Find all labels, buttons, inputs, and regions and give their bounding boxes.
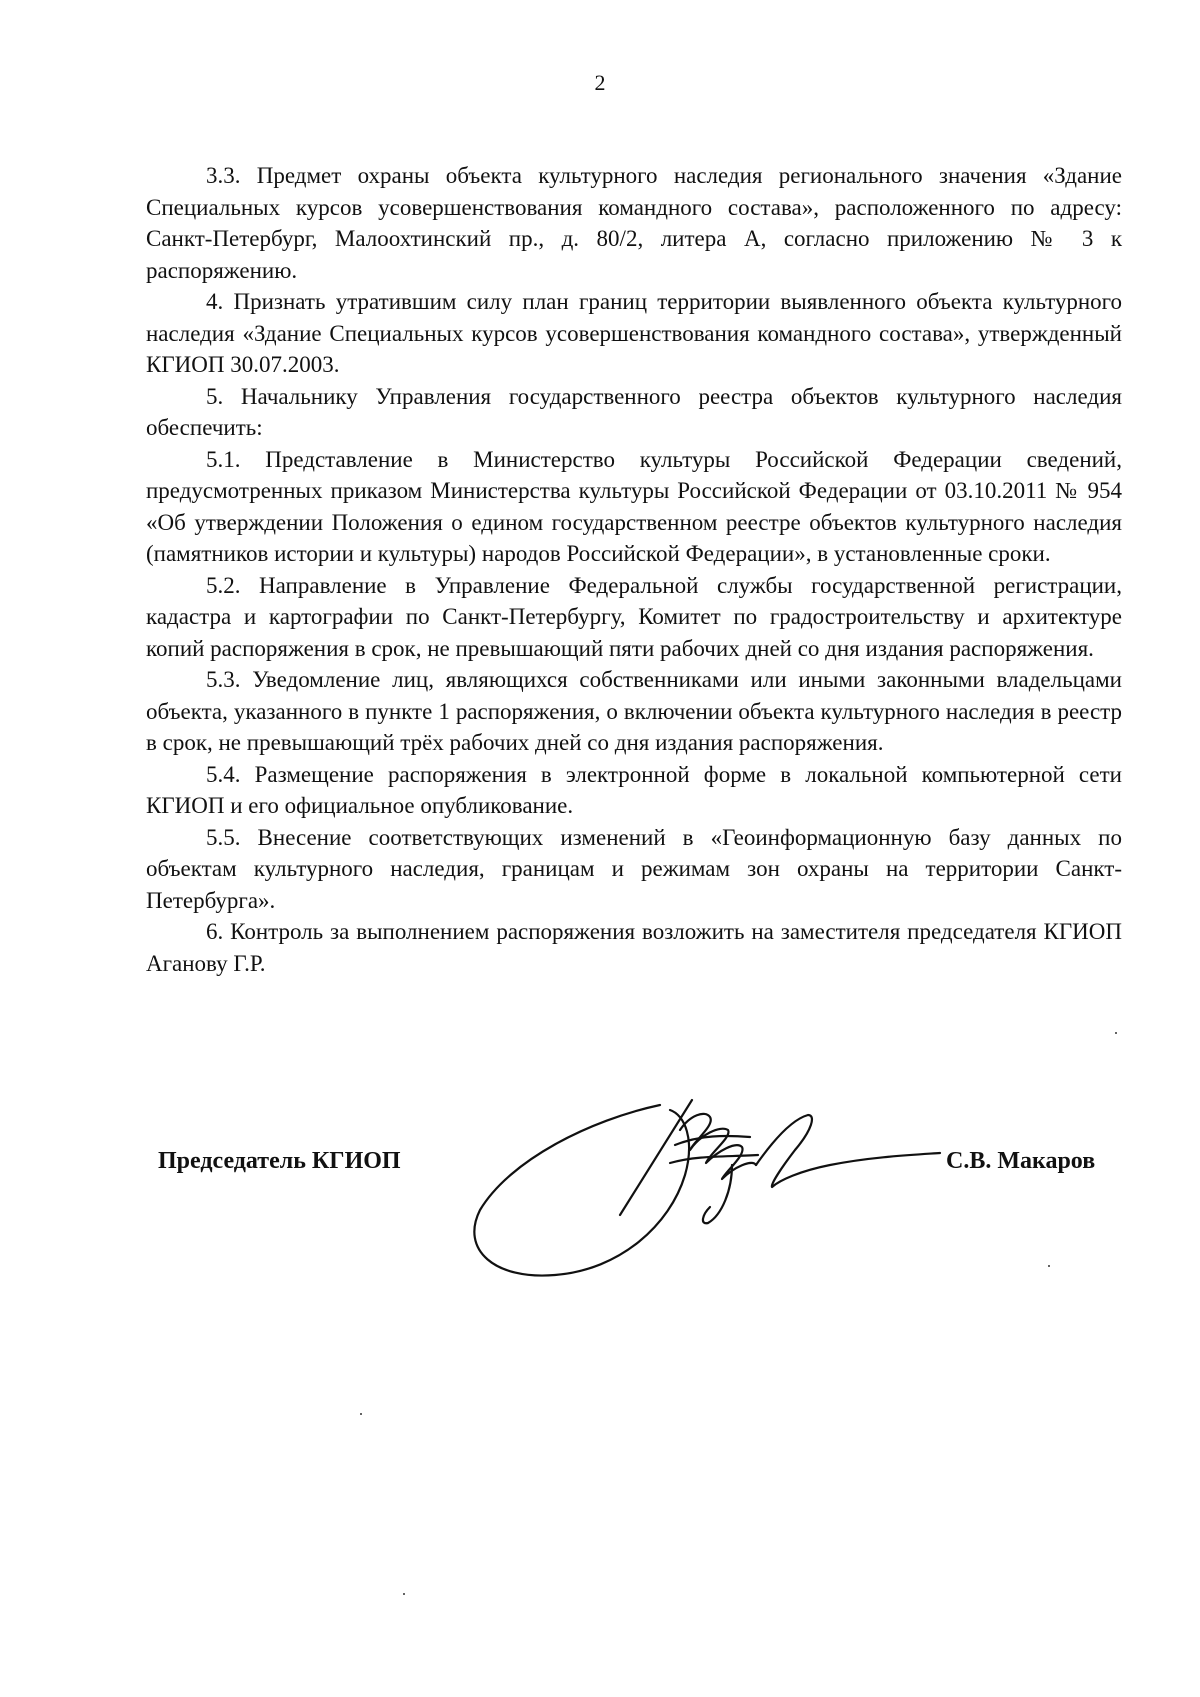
paragraph-6: 6. Контроль за выполнением распоряжения возложить на заместителя председателя КГИОП Аганову Г.Р.	[146, 919, 1122, 976]
paragraph-4: 4. Признать утратившим силу план границ территории выявленного объекта культурного наследия «Здание Специальных курсов усовершенствования командного состава», утвержденный КГИОП 30.07.2003.	[146, 289, 1122, 377]
signatory-title: Председатель КГИОП	[158, 1148, 401, 1174]
paragraph-5-2: 5.2. Направление в Управление Федеральной службы государственной регистрации, кадастра и картографии по Санкт-Петербургу, Комитет по градостроительству и архитектуре копий распоряжения в срок, не превышающий пяти рабочих дней со дня издания распоряжения.	[146, 572, 1122, 661]
signatory-name: С.В. Макаров	[946, 1148, 1096, 1174]
scan-speck	[1048, 1265, 1050, 1267]
paragraph-5-4: 5.4. Размещение распоряжения в электронной форме в локальной компьютерной сети КГИОП и его официальное опубликование.	[146, 761, 1122, 818]
handwritten-signature	[470, 1075, 950, 1305]
paragraph-3-3: 3.3. Предмет охраны объекта культурного наследия регионального значения «Здание Специальных курсов усовершенствования командного состава», расположенного по адресу: Санкт-Петербург, Малоохтинский пр., д. 80/2, литера А, согласно приложению № 3 к распоряжению.	[146, 163, 1122, 283]
scan-speck	[1115, 1032, 1117, 1034]
paragraph-5-5: 5.5. Внесение соответствующих изменений в «Геоинформационную базу данных по объектам культурного наследия, границам и режимам зон охраны на территории Санкт-Петербурга».	[146, 824, 1122, 913]
page-number: 2	[594, 70, 606, 95]
paragraph-5-3: 5.3. Уведомление лиц, являющихся собственниками или иными законными владельцами объекта, указанного в пункте 1 распоряжения, о включении объекта культурного наследия в реестр в срок, не превышающий трёх рабочих дней со дня издания распоряжения.	[146, 667, 1122, 755]
scan-speck	[403, 1593, 405, 1595]
paragraph-5: 5. Начальнику Управления государственного реестра объектов культурного наследия обеспечить:	[146, 383, 1122, 440]
paragraph-5-1: 5.1. Представление в Министерство культуры Российской Федерации сведений, предусмотренных приказом Министерства культуры Российской Федерации от 03.10.2011 № 954 «Об утверждении Положения о едином государственном реестре объектов культурного наследия (памятников истории и культуры) народов Российской Федерации», в установленные сроки.	[146, 446, 1122, 566]
scan-speck	[360, 1413, 362, 1415]
document-body	[146, 160, 1122, 979]
